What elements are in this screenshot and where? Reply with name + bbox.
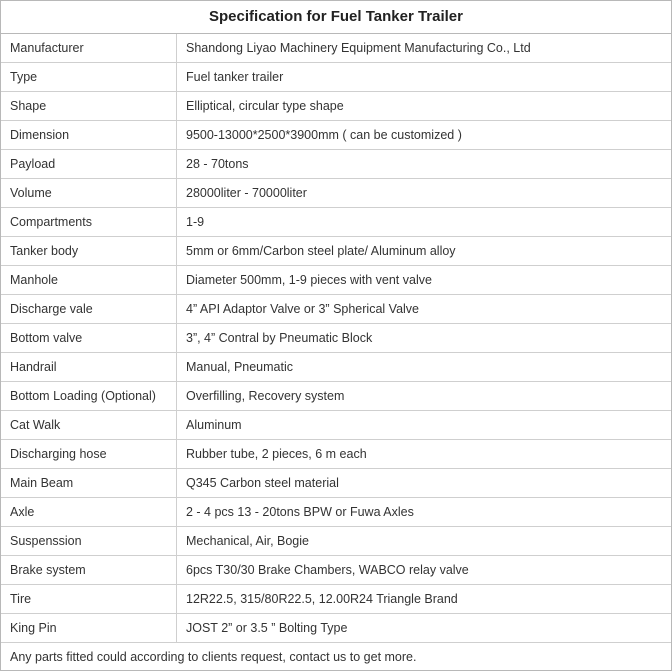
row-label: Manufacturer [1, 34, 177, 63]
row-label: Main Beam [1, 469, 177, 498]
row-label: Manhole [1, 266, 177, 295]
row-label: Shape [1, 92, 177, 121]
row-label: Suspenssion [1, 527, 177, 556]
row-value: 1-9 [177, 208, 672, 237]
table-row [1, 295, 671, 324]
table-row [1, 34, 671, 63]
table-row [1, 324, 671, 353]
row-value: Fuel tanker trailer [177, 63, 672, 92]
row-label: Axle [1, 498, 177, 527]
table-row [1, 150, 671, 179]
row-value: Aluminum [177, 411, 672, 440]
row-value: 4” API Adaptor Valve or 3” Spherical Valve [177, 295, 672, 324]
row-label: Bottom Loading (Optional) [1, 382, 177, 411]
table-row [1, 614, 671, 643]
row-label: Payload [1, 150, 177, 179]
row-label: Compartments [1, 208, 177, 237]
row-value: Mechanical, Air, Bogie [177, 527, 672, 556]
row-value: 6pcs T30/30 Brake Chambers, WABCO relay valve [177, 556, 672, 585]
table-row [1, 469, 671, 498]
row-value: 28000liter - 70000liter [177, 179, 672, 208]
row-label: Handrail [1, 353, 177, 382]
table-row [1, 266, 671, 295]
table-row [1, 92, 671, 121]
row-label: Volume [1, 179, 177, 208]
table-row [1, 121, 671, 150]
table-row [1, 382, 671, 411]
table-row [1, 440, 671, 469]
row-label: Tire [1, 585, 177, 614]
row-value: 28 - 70tons [177, 150, 672, 179]
table-row [1, 527, 671, 556]
row-label: Discharge vale [1, 295, 177, 324]
row-label: King Pin [1, 614, 177, 643]
table-row [1, 179, 671, 208]
row-value: 9500-13000*2500*3900mm ( can be customized ) [177, 121, 672, 150]
row-value: Shandong Liyao Machinery Equipment Manufacturing Co., Ltd [177, 34, 672, 63]
row-label: Discharging hose [1, 440, 177, 469]
row-label: Cat Walk [1, 411, 177, 440]
row-value: Q345 Carbon steel material [177, 469, 672, 498]
table-row [1, 237, 671, 266]
row-label: Brake system [1, 556, 177, 585]
row-value: Manual, Pneumatic [177, 353, 672, 382]
row-value: JOST 2” or 3.5 ” Bolting Type [177, 614, 672, 643]
table-row [1, 556, 671, 585]
row-label: Bottom valve [1, 324, 177, 353]
table-row [1, 585, 671, 614]
row-value: 2 - 4 pcs 13 - 20tons BPW or Fuwa Axles [177, 498, 672, 527]
row-value: 5mm or 6mm/Carbon steel plate/ Aluminum alloy [177, 237, 672, 266]
page-title: Specification for Fuel Tanker Trailer [1, 1, 671, 34]
footer-note: Any parts fitted could according to clients request, contact us to get more. [10, 650, 417, 664]
row-value: 3”, 4” Contral by Pneumatic Block [177, 324, 672, 353]
table-row [1, 353, 671, 382]
table-row [1, 498, 671, 527]
row-value: Overfilling, Recovery system [177, 382, 672, 411]
spec-table-body [1, 34, 671, 643]
row-label: Dimension [1, 121, 177, 150]
spec-table [1, 34, 671, 643]
row-label: Tanker body [1, 237, 177, 266]
table-row [1, 411, 671, 440]
row-value: Diameter 500mm, 1-9 pieces with vent valve [177, 266, 672, 295]
row-label: Type [1, 63, 177, 92]
table-row [1, 208, 671, 237]
row-value: Elliptical, circular type shape [177, 92, 672, 121]
row-value: 12R22.5, 315/80R22.5, 12.00R24 Triangle Brand [177, 585, 672, 614]
row-value: Rubber tube, 2 pieces, 6 m each [177, 440, 672, 469]
table-row [1, 63, 671, 92]
